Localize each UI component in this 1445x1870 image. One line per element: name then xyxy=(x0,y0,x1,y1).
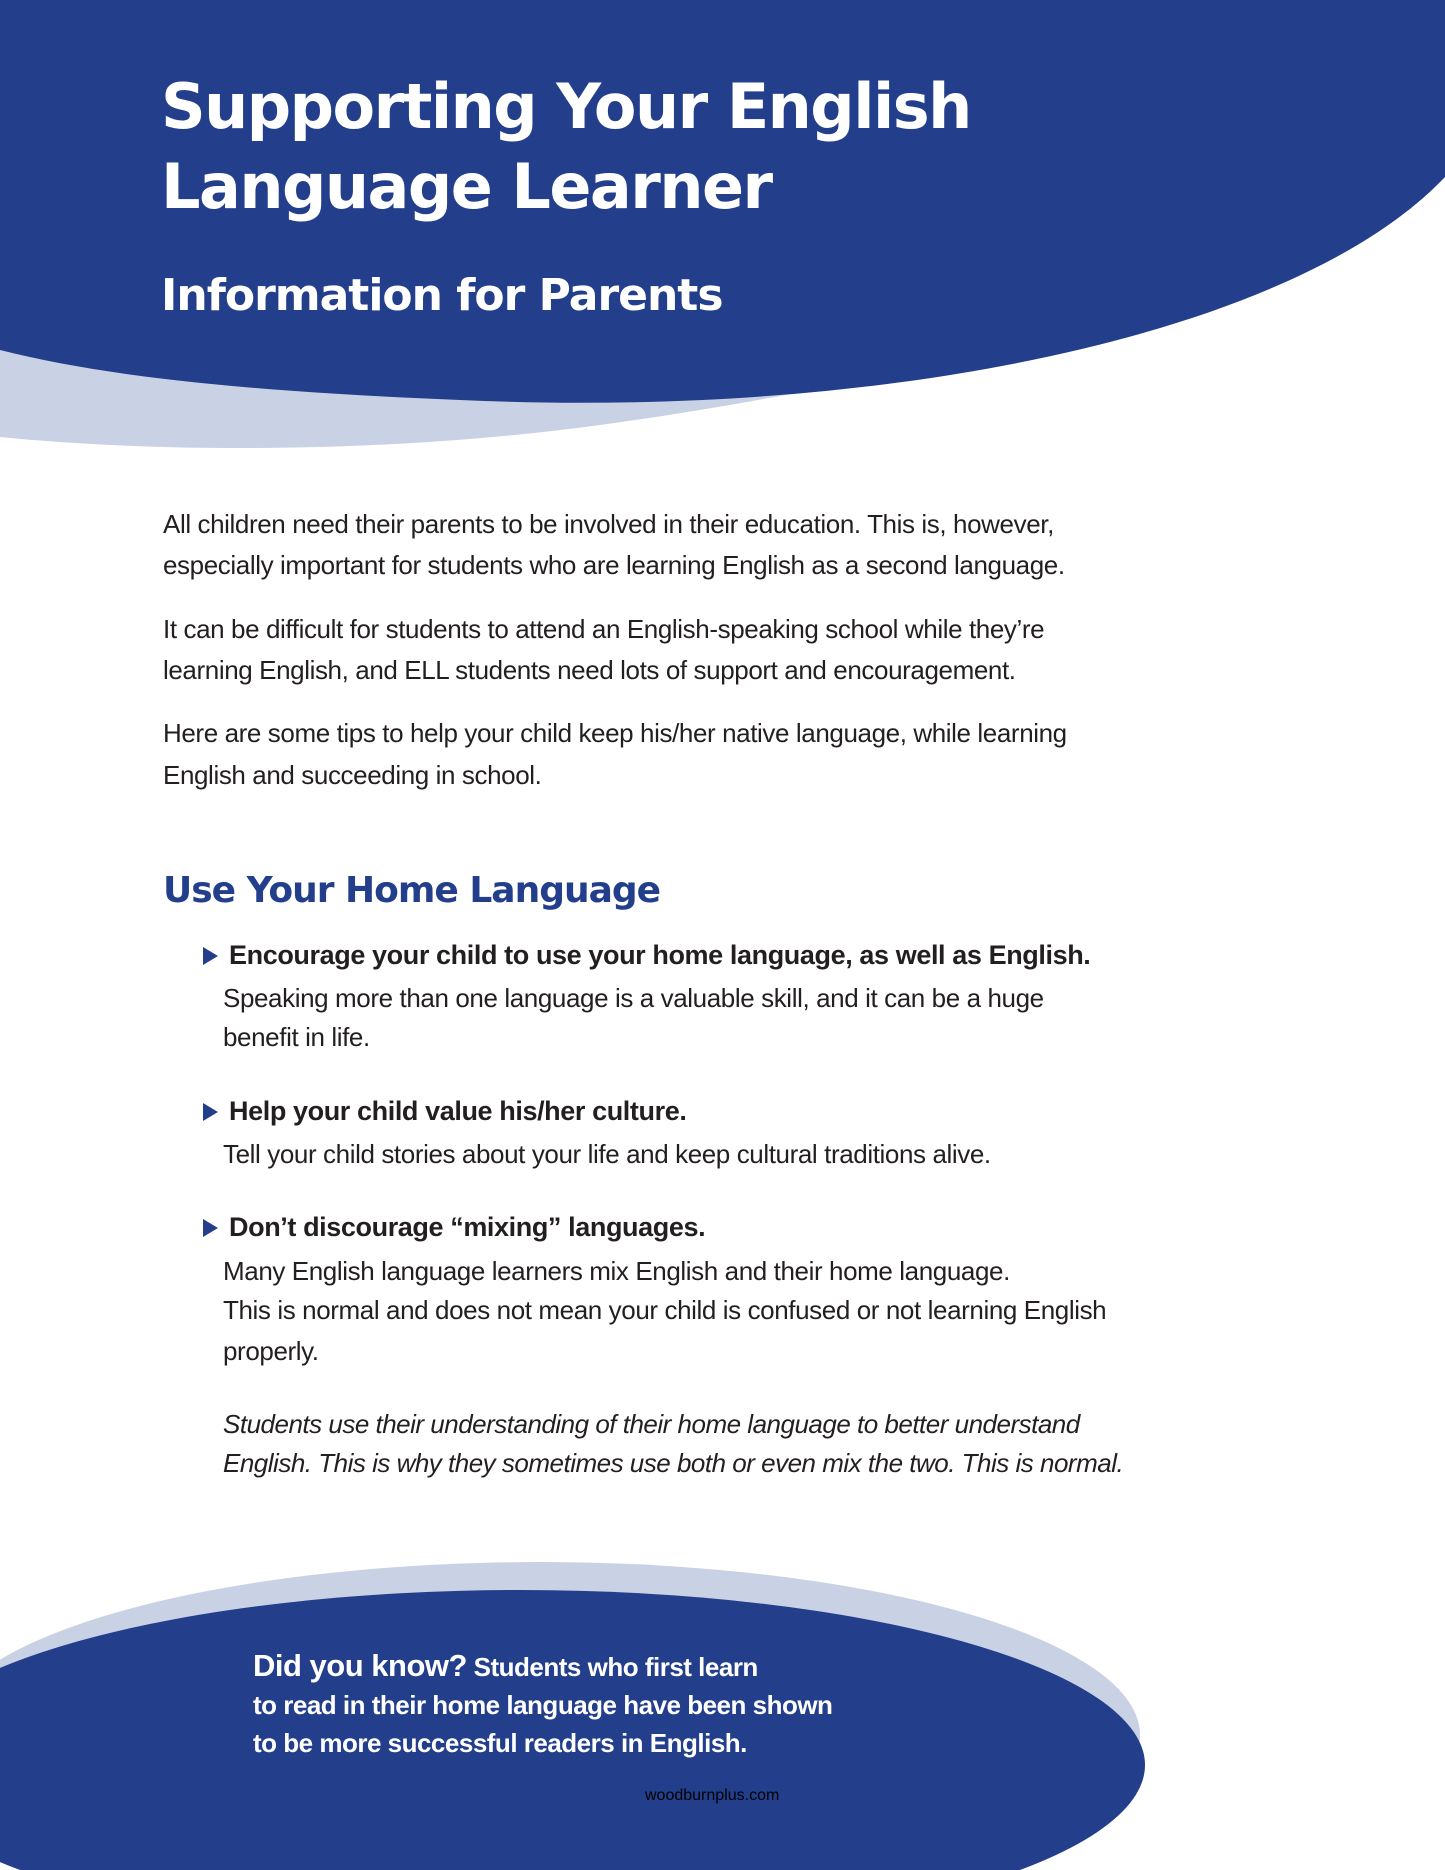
tip-body: Speaking more than one language is a valuable skill, and it can be a huge xyxy=(223,983,1044,1013)
tip-title: Encourage your child to use your home language, as well as English. xyxy=(229,940,1091,970)
tip-title: Don’t discourage “mixing” languages. xyxy=(229,1212,706,1242)
triangle-right-icon xyxy=(203,947,218,965)
tip-body: Many English language learners mix English and their home language. xyxy=(223,1256,1010,1286)
footer-url: woodburnplus.com xyxy=(645,1787,780,1804)
triangle-right-icon xyxy=(203,1219,218,1237)
did-you-know-lead: Did you know? xyxy=(253,1648,467,1683)
note-text: English. This is why they sometimes use both or even mix the two. This is normal. xyxy=(223,1448,1124,1478)
tip-body: Tell your child stories about your life and keep cultural traditions alive. xyxy=(223,1139,991,1169)
tip-body: properly. xyxy=(223,1336,319,1366)
did-you-know-line-2: to read in their home language have been shown xyxy=(253,1690,833,1720)
intro-text: learning English, and ELL students need lots of support and encouragement. xyxy=(163,655,1016,685)
tip-title: Help your child value his/her culture. xyxy=(229,1096,687,1126)
note-text: Students use their understanding of their home language to better understand xyxy=(223,1409,1080,1439)
title-line-1: Supporting Your English xyxy=(161,70,971,143)
intro-text: Here are some tips to help your child keep his/her native language, while learning xyxy=(163,718,1067,748)
triangle-right-icon xyxy=(203,1103,218,1121)
intro-text: It can be difficult for students to attend an English-speaking school while they’re xyxy=(163,614,1045,644)
tip-body: benefit in life. xyxy=(223,1022,370,1052)
did-you-know-line-1 xyxy=(253,1648,758,1684)
subtitle: Information for Parents xyxy=(161,270,723,321)
did-you-know-text: Students who first learn xyxy=(473,1652,758,1682)
intro-text: especially important for students who are learning English as a second language. xyxy=(163,550,1065,580)
intro-text: English and succeeding in school. xyxy=(163,760,542,790)
section-heading: Use Your Home Language xyxy=(163,870,661,911)
title-line-2: Language Learner xyxy=(161,150,772,223)
did-you-know-line-3: to be more successful readers in English. xyxy=(253,1728,747,1758)
tip-body: This is normal and does not mean your child is confused or not learning English xyxy=(223,1295,1107,1325)
intro-text: All children need their parents to be involved in their education. This is, however, xyxy=(163,509,1054,539)
